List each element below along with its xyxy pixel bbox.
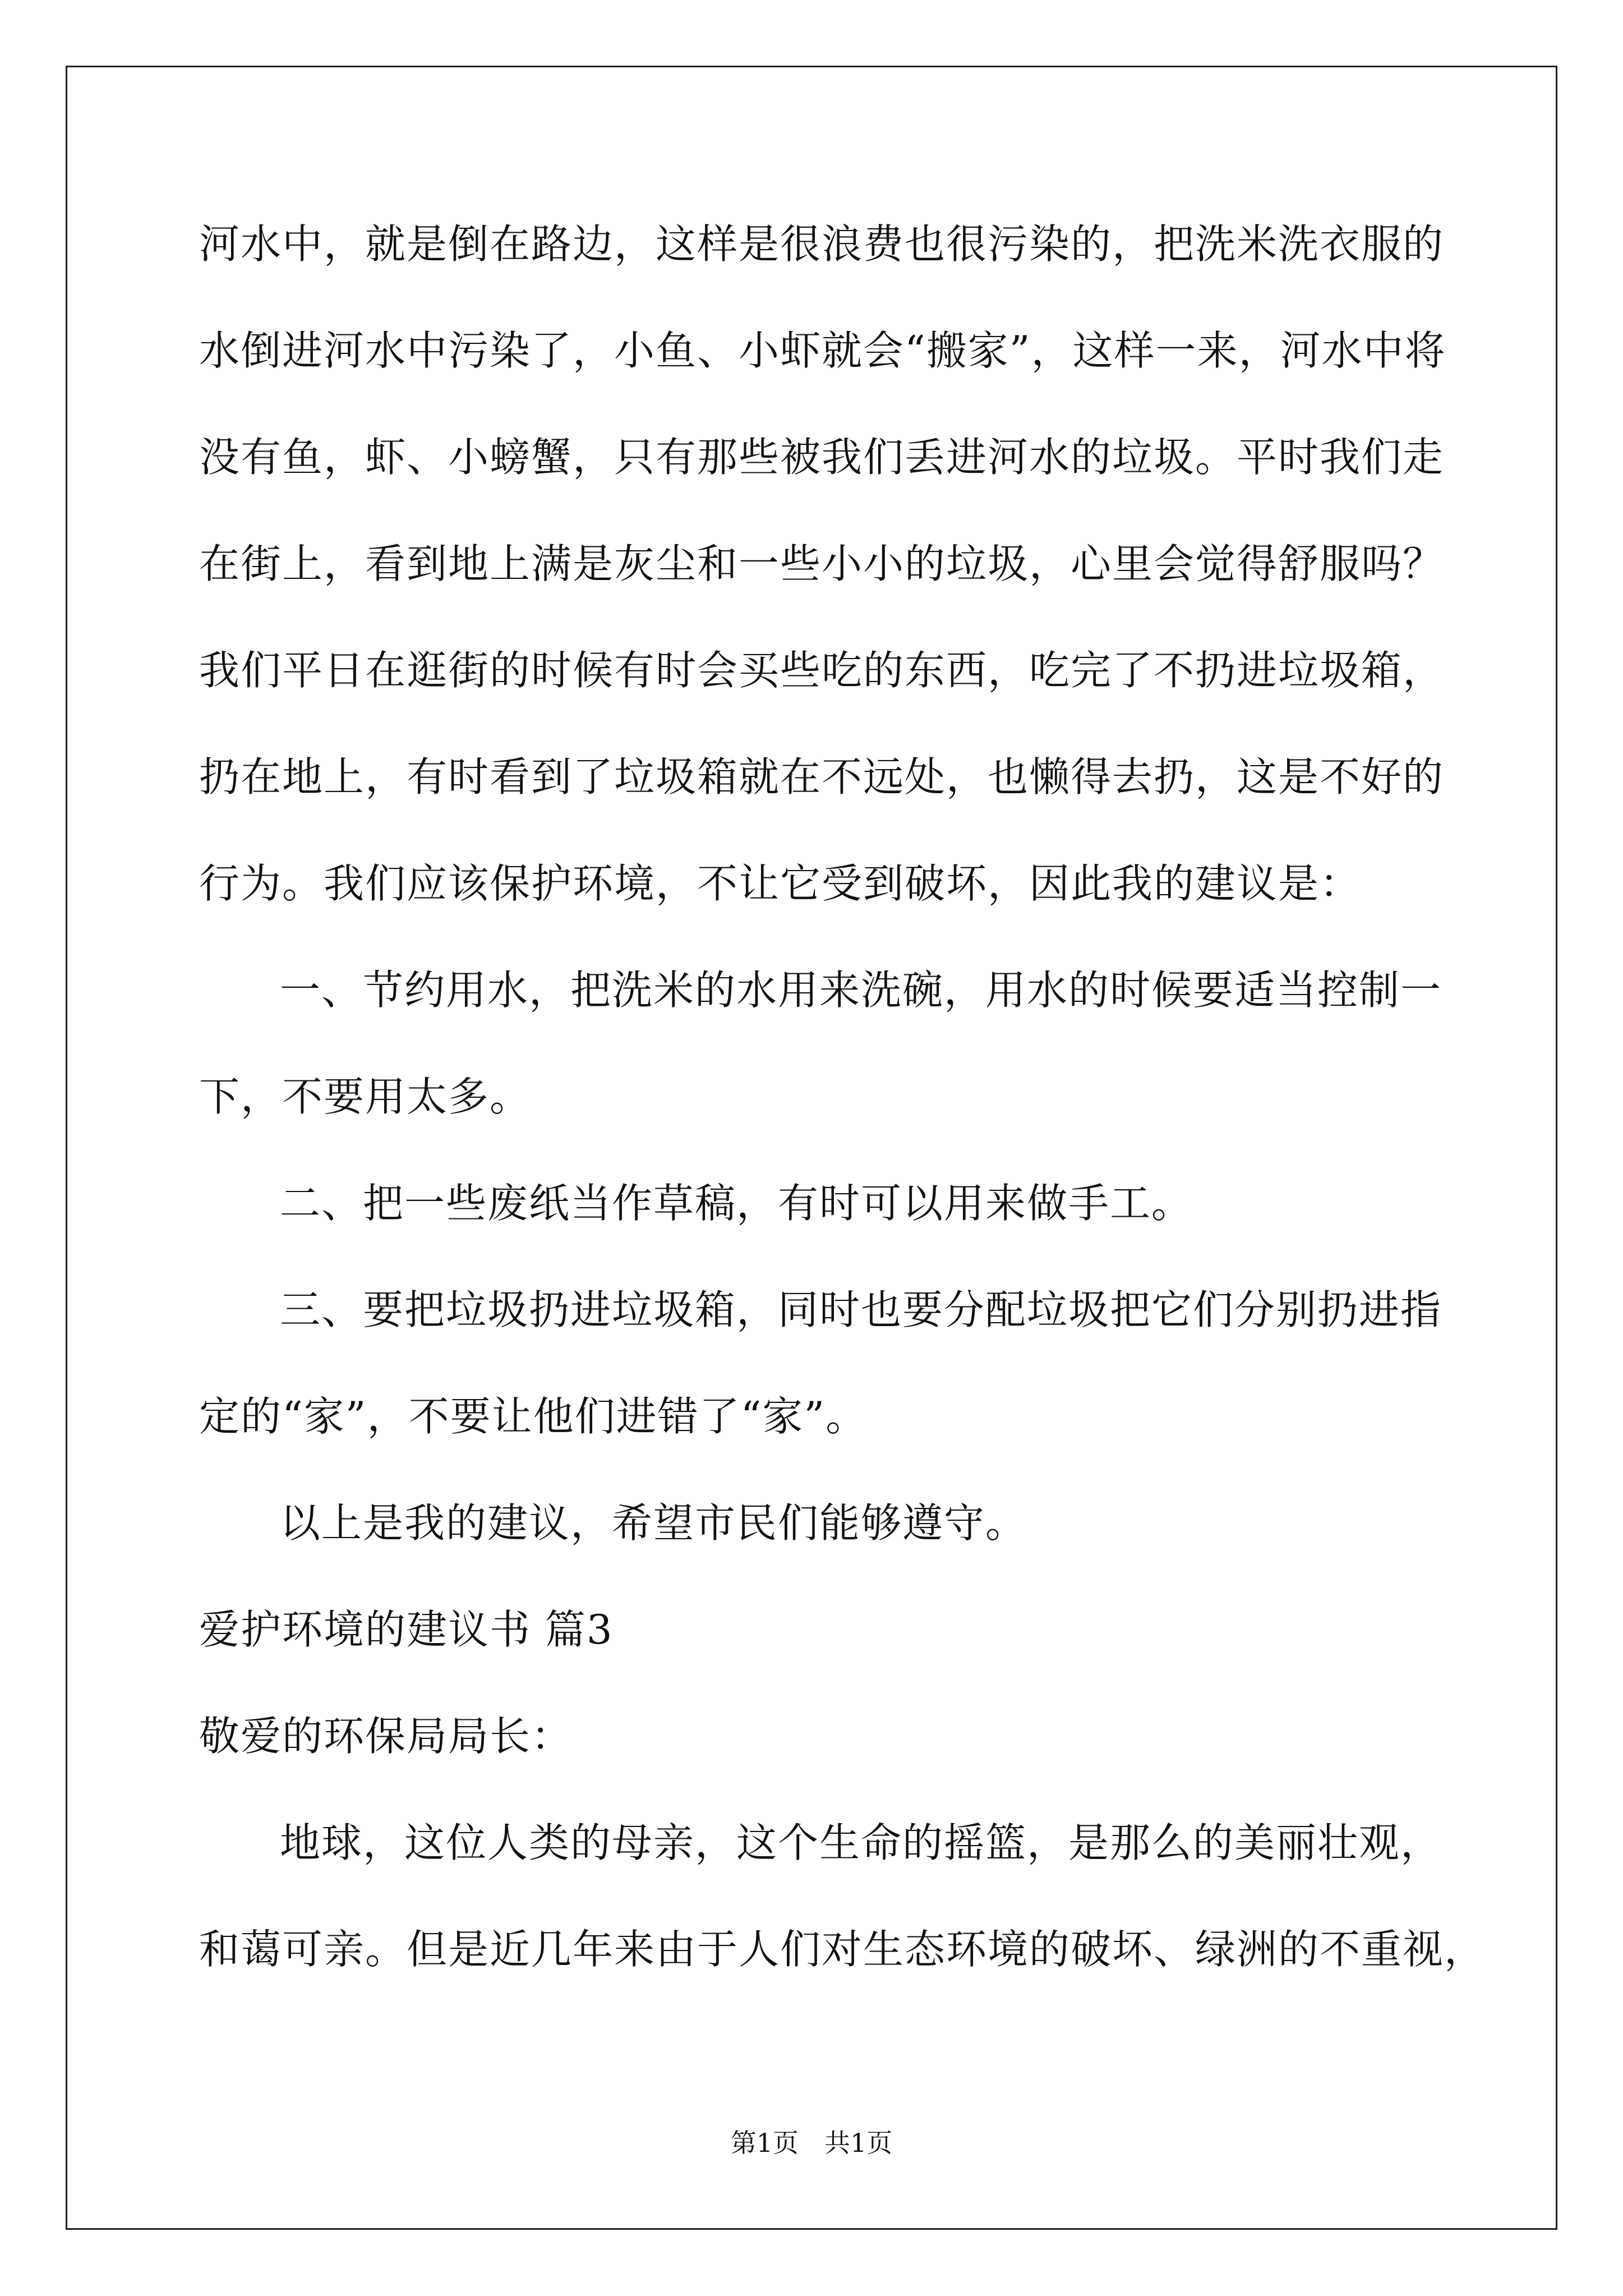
text-line: 三、要把垃圾扔进垃圾箱，同时也要分配垃圾把它们分别扔进指 [280, 1286, 1442, 1333]
text-line: 地球，这位人类的母亲，这个生命的摇篮，是那么的美丽壮观， [280, 1819, 1442, 1866]
text-line: 水倒进河水中污染了，小鱼、小虾就会“搬家”，这样一来，河水中将 [199, 327, 1446, 374]
text-line: 定的“家”，不要让他们进错了“家”。 [199, 1393, 868, 1440]
text-line: 扔在地上，有时看到了垃圾箱就在不远处，也懒得去扔，这是不好的 [199, 753, 1445, 800]
salutation: 敬爱的环保局局长： [199, 1713, 573, 1760]
document-body [199, 191, 1486, 2003]
text-line: 河水中，就是倒在路边，这样是很浪费也很污染的，把洗米洗衣服的 [199, 220, 1445, 268]
text-line: 一、节约用水，把洗米的水用来洗碗，用水的时候要适当控制一 [280, 967, 1442, 1014]
page-footer: 第1页 共1页 [730, 2128, 893, 2158]
text-line: 以上是我的建议，希望市民们能够遵守。 [280, 1499, 1027, 1547]
text-line: 我们平日在逛街的时候有时会买些吃的东西，吃完了不扔进垃圾箱， [199, 647, 1445, 694]
text-line: 在街上，看到地上满是灰尘和一些小小的垃圾，心里会觉得舒服吗？ [199, 540, 1445, 587]
text-line: 下，不要用太多。 [199, 1073, 532, 1120]
section-heading: 爱护环境的建议书 篇3 [199, 1606, 614, 1653]
text-line: 行为。我们应该保护环境，不让它受到破坏，因此我的建议是： [199, 860, 1362, 907]
text-line: 没有鱼，虾、小螃蟹，只有那些被我们丢进河水的垃圾。平时我们走 [199, 434, 1445, 481]
text-line: 和蔼可亲。但是近几年来由于人们对生态环境的破坏、绿洲的不重视， [199, 1926, 1486, 1973]
text-line: 二、把一些废纸当作草稿，有时可以用来做手工。 [280, 1180, 1193, 1227]
